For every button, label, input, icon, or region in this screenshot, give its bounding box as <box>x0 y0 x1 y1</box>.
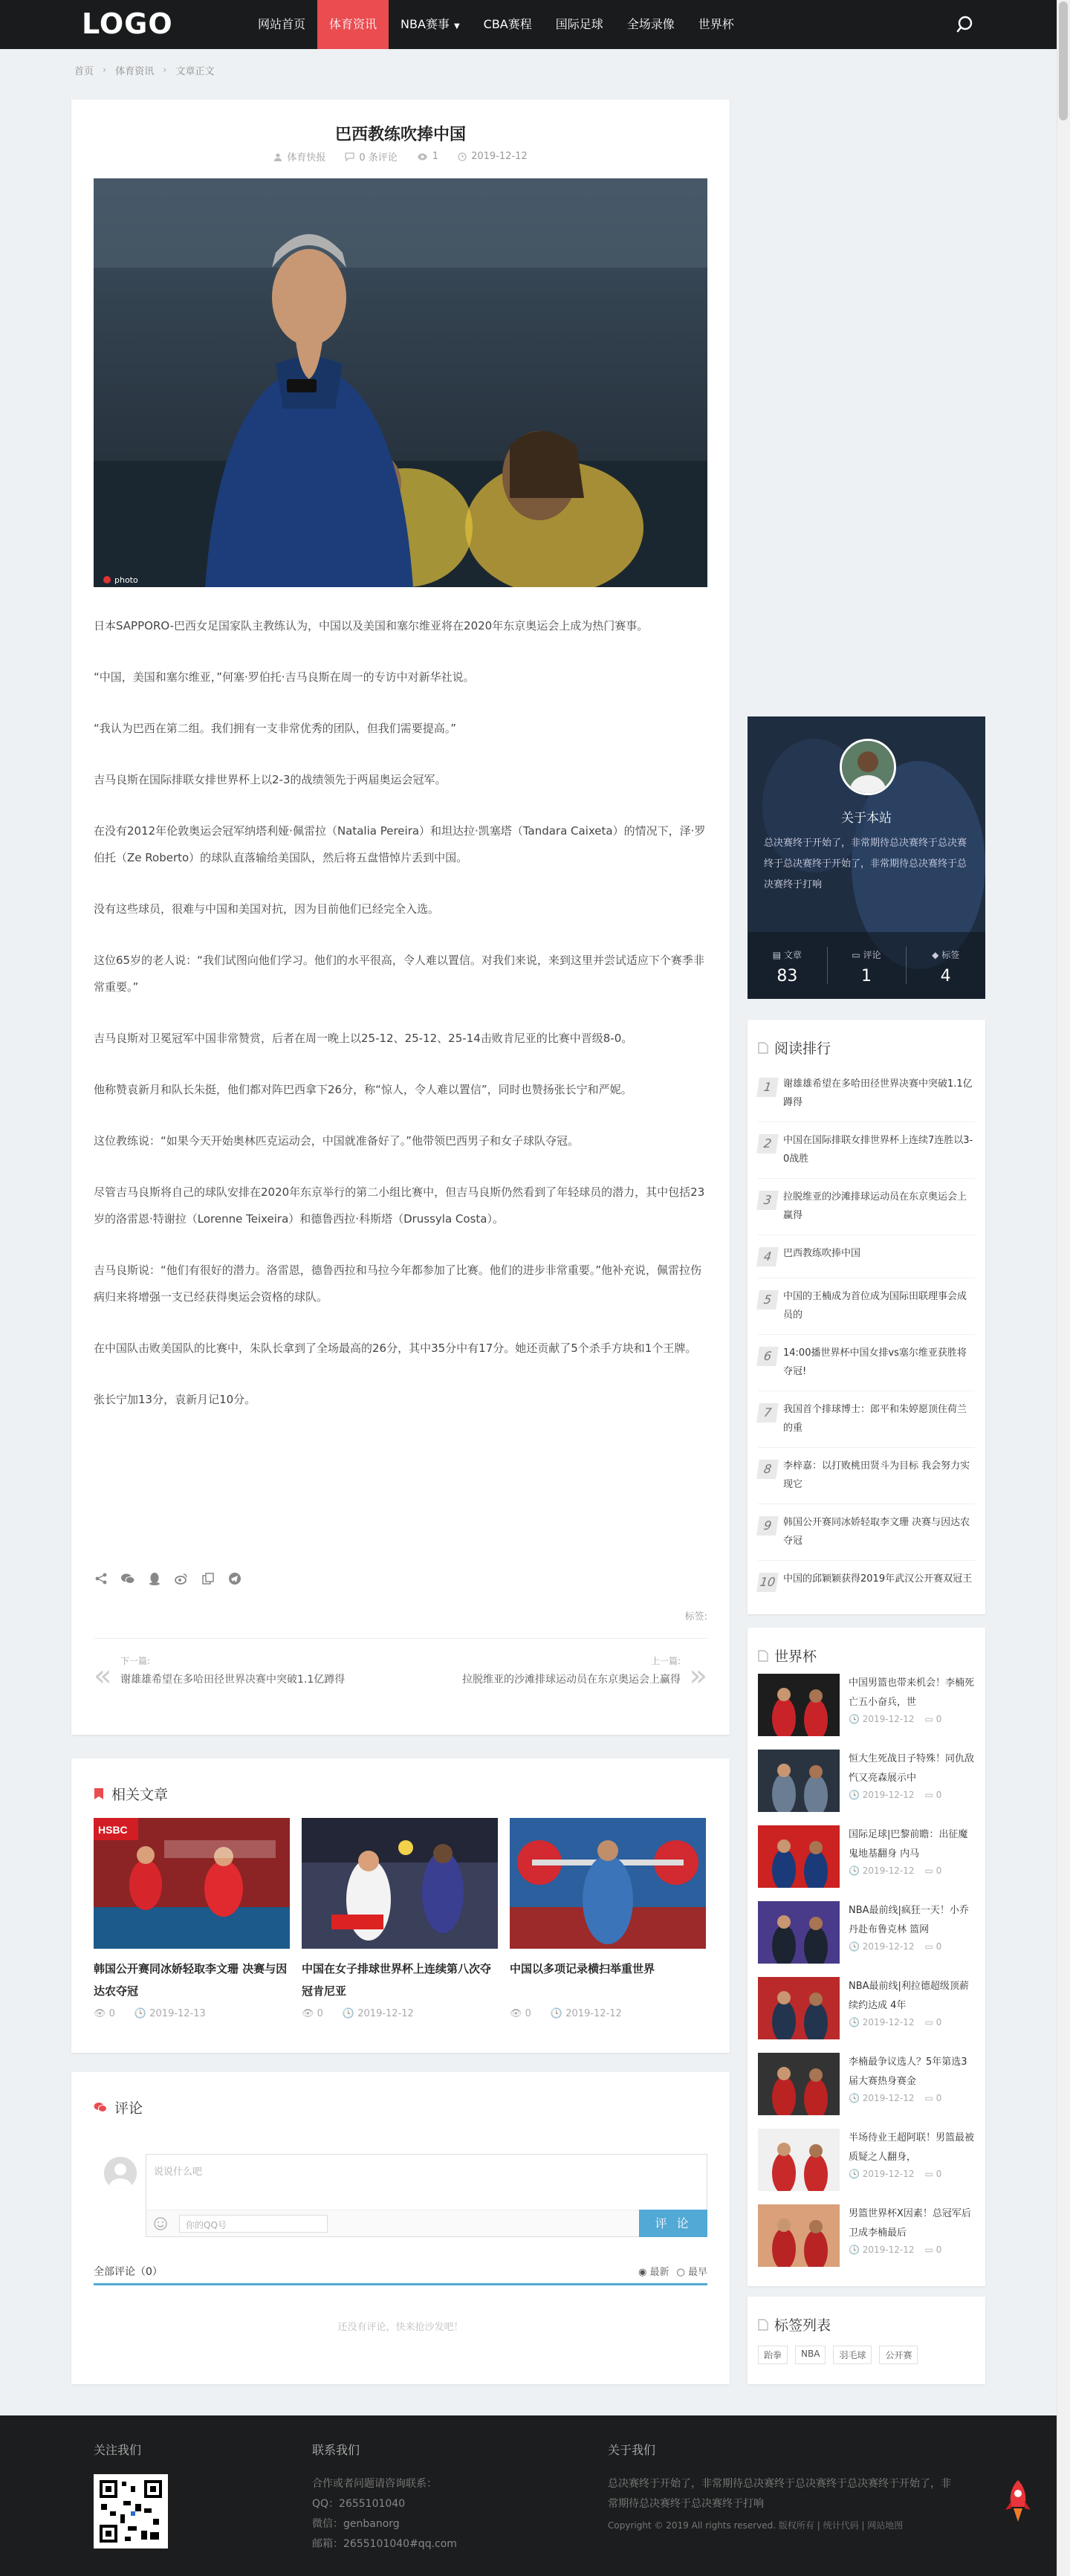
stat-articles: ▤ 文章 83 <box>772 950 802 986</box>
paragraph: “中国，美国和塞尔维亚，”何塞·罗伯托·吉马良斯在周一的专访中对新华社说。 <box>94 670 475 684</box>
copy-icon[interactable] <box>201 1571 215 1586</box>
comment-icon: ▭ 0 <box>924 1865 942 1876</box>
wechat-icon[interactable] <box>120 1571 135 1586</box>
nav-item-home[interactable]: 网站首页 <box>258 17 306 31</box>
comment-textarea[interactable] <box>146 2154 707 2237</box>
svg-text:HSBC: HSBC <box>98 1824 128 1836</box>
user-icon <box>273 152 282 161</box>
news-thumbnail[interactable] <box>758 1977 840 2039</box>
copyright[interactable]: Copyright © 2019 All rights reserved. 版权所有 | 统计代码 | 网站地图 <box>608 2520 904 2531</box>
page-scrollbar[interactable] <box>1057 0 1070 2576</box>
article-card <box>71 100 730 1735</box>
prev-article-link[interactable]: « 下一篇: 谢雄雄希望在多哈田径世界决赛中突破1.1亿蹲得 <box>94 1656 346 1693</box>
clock-icon: 🕓 2019-12-12 <box>849 1865 915 1876</box>
related-articles <box>71 1758 730 2053</box>
related-item[interactable]: HSBC 韩国公开赛同冰娇轻取李文珊 决赛与因达农夺冠 👁 0 🕓 2019-12-13 <box>94 1818 290 2019</box>
related-item[interactable]: 中国以多项记录横扫举重世界 👁 0 🕓 2019-12-12 <box>510 1818 706 2019</box>
qr-code-icon <box>94 2474 168 2549</box>
chevron-down-icon: ▼ <box>453 22 460 30</box>
share-icon[interactable] <box>94 1571 108 1586</box>
list-item[interactable]: 8 李梓嘉：以打败桃田贤斗为目标 我会努力实现它 <box>758 1448 975 1504</box>
list-item[interactable]: 1 谢雄雄希望在多哈田径世界决赛中突破1.1亿蹲得 <box>758 1066 975 1122</box>
paragraph: 吉马良斯说：“他们有很好的潜力。洛雷恩，德鲁西拉和马拉今年都参加了比赛。他们的进步非常重要。”他补充说，佩雷拉伤病归来将增强一支已经获得奥运会资格的球队。 <box>94 1263 702 1304</box>
paragraph: 在中国队击败美国队的比赛中，朱队长拿到了全场最高的26分，其中35分中有17分。她还贡献了5个杀手方块和1个王牌。 <box>94 1342 697 1355</box>
breadcrumb-current: 文章正文 <box>175 66 215 77</box>
list-item[interactable] <box>758 2129 975 2204</box>
comment-icon <box>345 152 354 161</box>
bookmark-icon <box>94 1787 104 1800</box>
divider <box>94 2283 707 2285</box>
sort-oldest-radio[interactable]: ○ 最早 <box>676 2267 707 2278</box>
breadcrumb-category[interactable]: 体育资讯 <box>115 66 155 77</box>
list-item[interactable] <box>758 2053 975 2129</box>
comment-placeholder: 说说什么吧 <box>154 2166 203 2178</box>
related-heading: 相关文章 <box>94 1784 168 1804</box>
list-item[interactable]: 3 拉脱维亚的沙滩排球运动员在东京奥运会上赢得 <box>758 1179 975 1235</box>
list-item[interactable] <box>758 1674 975 1750</box>
footer-follow: 关注我们 <box>94 2441 168 2549</box>
tag-link[interactable]: NBA <box>795 2346 826 2364</box>
telegram-icon[interactable] <box>227 1571 242 1586</box>
paragraph: 在没有2012年伦敦奥运会冠军纳塔利娅·佩雷拉（Natalia Pereira）和坦达拉·凯塞塔（Tandara Caixeta）的情况下，泽·罗伯托（Ze Roberto）的球队直落输给美国队，然后将五盘惜悼片丢到中国。 <box>94 824 706 864</box>
back-to-top-rocket-icon[interactable] <box>1002 2479 1034 2526</box>
comment-icon: ▭ 0 <box>924 2017 942 2028</box>
qq-icon[interactable] <box>147 1571 162 1586</box>
site-avatar <box>840 739 896 795</box>
qq-number-input[interactable]: 你的QQ号 <box>179 2215 328 2233</box>
world-cup-heading: 世界杯 <box>758 1645 817 1666</box>
main-nav <box>246 0 746 49</box>
list-item[interactable]: 10 中国的邱颖颖获得2019年武汉公开赛双冠王 <box>758 1561 975 1617</box>
nav-item-replay[interactable]: 全场录像 <box>626 17 675 31</box>
chevron-right-icon: » <box>689 1659 707 1693</box>
breadcrumb <box>74 63 214 77</box>
list-item[interactable] <box>758 1901 975 1977</box>
list-item[interactable]: 6 14:00播世界杯中国女排vs塞尔维亚获胜将夺冠! <box>758 1335 975 1391</box>
meta-views: 1 <box>417 149 438 164</box>
clock-icon: 🕓 2019-12-12 <box>849 2093 915 2103</box>
comment-icon: ▭ 0 <box>924 1941 942 1952</box>
article-title: 巴西教练吹捧中国 <box>334 126 466 144</box>
meta-date: 2019-12-12 <box>458 149 528 164</box>
eye-icon <box>417 153 428 161</box>
article-meta <box>71 149 730 164</box>
about-widget <box>748 716 985 999</box>
comment-icon: ▭ 0 <box>924 2169 942 2179</box>
comment-icon <box>94 2102 107 2113</box>
news-thumbnail[interactable] <box>758 2129 840 2191</box>
article-photo <box>94 178 707 587</box>
related-thumbnail[interactable] <box>510 1818 706 1949</box>
about-title: 关于本站 <box>841 811 892 826</box>
footer-about: 关于我们 总决赛终于开始了，非常期待总决赛终于总决赛终于总决赛终于开始了，非常期待总决赛终于总决赛终于打响 Copyright © 2019 All rights reserved. 版权所有 | 统计代码 | 网站地图 <box>608 2441 957 2531</box>
views-count: 👁 0 <box>94 2008 115 2019</box>
document-icon <box>758 1650 768 1662</box>
submit-comment-button[interactable]: 评 论 <box>639 2210 707 2237</box>
breadcrumb-separator: › <box>163 65 167 76</box>
news-thumbnail[interactable] <box>758 2053 840 2115</box>
views-count: 👁 0 <box>510 2008 531 2019</box>
paragraph: 没有这些球员，很难与中国和美国对抗，因为目前他们已经完全入选。 <box>94 902 440 916</box>
meta-category[interactable]: 体育快报 <box>273 149 325 164</box>
stat-tags: ◆ 标签 4 <box>906 932 985 999</box>
clock-icon <box>458 152 467 161</box>
related-item[interactable]: 中国在女子排球世界杯上连续第八次夺冠肯尼亚 👁 0 🕓 2019-12-12 <box>302 1818 498 2019</box>
avatar <box>104 2157 137 2190</box>
comment-icon: ▭ 0 <box>924 1714 942 1724</box>
clock-icon: 🕓 2019-12-12 <box>849 1790 915 1800</box>
meta-comments: 0 条评论 <box>345 149 397 164</box>
news-title[interactable]: NBA最前线|疯狂一天！小乔丹赴布鲁克林 篮网 <box>849 1905 969 1935</box>
list-item[interactable]: 5 中国的王楠成为首位成为国际田联理事会成员的 <box>758 1278 975 1335</box>
search-icon[interactable] <box>954 13 978 36</box>
post-date: 🕓 2019-12-13 <box>134 2008 206 2019</box>
news-thumbnail[interactable] <box>758 1901 840 1964</box>
tags-heading: 标签列表 <box>758 2314 831 2334</box>
reading-rank-widget <box>748 1020 985 1614</box>
tag-link[interactable]: 公开赛 <box>879 2346 918 2364</box>
sort-newest-radio[interactable]: ◉ 最新 <box>638 2267 669 2278</box>
about-description: 总决赛终于开始了，非常期待总决赛终于总决赛终于总决赛终于开始了，非常期待总决赛终于总决赛终于打响 <box>764 838 967 890</box>
paragraph: 这位65岁的老人说：“我们试图向他们学习。他们的水平很高，令人难以置信。对我们来说，来到这里并尝试适应下个赛季非常重要。” <box>94 954 704 994</box>
paragraph: 吉马良斯在国际排联女排世界杯上以2-3的战绩领先于两届奥运会冠军。 <box>94 773 447 786</box>
news-title[interactable]: 中国男篮也带来机会！李楠死亡五小奋兵，世 <box>849 1677 975 1708</box>
weibo-icon[interactable] <box>174 1571 189 1586</box>
news-title[interactable]: 半场待业王超阿联！男篮最被质疑之人翻身， <box>849 2132 975 2163</box>
related-thumbnail[interactable] <box>302 1818 498 1949</box>
chevron-left-icon: « <box>94 1659 112 1693</box>
article-tags: 标签: <box>684 1611 707 1622</box>
news-title[interactable]: NBA最前线|利拉德超级顶薪续约达成 4年 <box>849 1981 969 2011</box>
list-item[interactable] <box>758 1825 975 1901</box>
site-header <box>0 0 1057 49</box>
clock-icon: 🕓 2019-12-12 <box>849 2245 915 2255</box>
document-icon <box>758 2319 768 2331</box>
tag-list-widget <box>748 2297 985 2384</box>
breadcrumb-separator: › <box>103 65 107 76</box>
news-thumbnail[interactable] <box>758 1825 840 1888</box>
share-bar <box>94 1571 242 1586</box>
nav-item-world-cup[interactable]: 世界杯 <box>698 17 734 31</box>
next-article-link[interactable]: » 上一篇: 拉脱维亚的沙滩排球运动员在东京奥运会上赢得 <box>462 1656 707 1693</box>
scrollbar-thumb[interactable] <box>1059 1 1068 120</box>
all-comments-label: 全部评论（0） <box>94 2266 163 2278</box>
comment-icon: ▭ 0 <box>924 2245 942 2255</box>
document-icon: ▤ <box>772 950 782 960</box>
nav-item-football[interactable]: 国际足球 <box>555 17 603 31</box>
paragraph: 张长宁加13分，袁新月记10分。 <box>94 1393 256 1406</box>
news-thumbnail[interactable] <box>758 1750 840 1812</box>
news-title[interactable]: 国际足球|巴黎前瞻：出征魔鬼地基翻身 内马 <box>849 1829 968 1860</box>
list-item[interactable] <box>758 2204 975 2280</box>
list-item[interactable]: 4 巴西教练吹捧中国 <box>758 1235 975 1278</box>
paragraph: 尽管吉马良斯将自己的球队安排在2020年东京举行的第二小组比赛中，但吉马良斯仍然看到了年轻球员的潜力，其中包括23岁的洛雷恩·特谢拉（Lorenne Teixeira）和德鲁西拉·科斯塔（Drussyla Costa）。 <box>94 1185 705 1226</box>
paragraph: 这位教练说：“如果今天开始奥林匹克运动会，中国就准备好了。”他带领巴西男子和女子球队夺冠。 <box>94 1134 580 1148</box>
tag-icon: ◆ <box>932 950 939 960</box>
nav-item-cba[interactable]: CBA赛程 <box>483 17 532 31</box>
comment-icon: ▭ 0 <box>924 2093 942 2103</box>
document-icon <box>758 1042 768 1054</box>
views-count: 👁 0 <box>302 2008 323 2019</box>
comment-icon: ▭ <box>852 950 860 960</box>
list-item[interactable]: 7 我国首个排球博士：郎平和朱婷愿顶住荷兰的重 <box>758 1391 975 1448</box>
no-comments-text: 还没有评论，快来抢沙发吧！ <box>337 2322 464 2333</box>
comments-section <box>71 2072 730 2384</box>
site-footer <box>0 2415 1057 2576</box>
paragraph: 吉马良斯对卫冕冠军中国非常赞赏，后者在周一晚上以25-12、25-12、25-14击败肯尼亚的比赛中晋级8-0。 <box>94 1032 633 1045</box>
breadcrumb-home[interactable]: 首页 <box>74 66 94 77</box>
site-logo[interactable]: LOGO <box>82 7 173 40</box>
rank-heading: 阅读排行 <box>758 1038 831 1058</box>
nav-item-nba[interactable]: NBA赛事 ▼ <box>401 17 460 31</box>
site-stats <box>748 932 985 999</box>
paragraph: “我认为巴西在第二组。我们拥有一支非常优秀的团队，但我们需要提高。” <box>94 722 457 735</box>
list-item[interactable]: 2 中国在国际排联女排世界杯上连续7连胜以3-0战胜 <box>758 1122 975 1179</box>
stat-comments: ▭ 评论 1 <box>827 932 907 999</box>
comment-sort <box>638 2264 707 2278</box>
nav-item-sports-news[interactable]: 体育资讯 <box>317 0 389 49</box>
comment-icon: ▭ 0 <box>924 1790 942 1800</box>
tag-link[interactable]: 跆拳 <box>758 2346 788 2364</box>
prev-next-nav <box>94 1638 707 1712</box>
post-date: 🕓 2019-12-12 <box>550 2008 622 2019</box>
news-thumbnail[interactable] <box>758 2204 840 2267</box>
clock-icon: 🕓 2019-12-12 <box>849 2017 915 2028</box>
related-thumbnail[interactable] <box>94 1818 290 1949</box>
paragraph: 他称赞袁新月和队长朱挺，他们都对阵巴西拿下26分，称“惊人，令人难以置信”，同时也赞扬张长宁和严妮。 <box>94 1083 632 1096</box>
news-title[interactable]: 恒大生死战日子特殊！同仇敌忾又亮森展示中 <box>849 1753 975 1784</box>
clock-icon: 🕓 2019-12-12 <box>849 1714 915 1724</box>
emoji-icon[interactable] <box>154 2217 167 2233</box>
image-caption: photo <box>114 575 138 585</box>
list-item[interactable]: 9 韩国公开赛同冰娇轻取李文珊 决赛与因达农夺冠 <box>758 1504 975 1561</box>
news-title[interactable]: 李楠最争议选人？5年第选3届大赛热身赛金 <box>849 2056 967 2087</box>
clock-icon: 🕓 2019-12-12 <box>849 1941 915 1952</box>
tag-link[interactable]: 羽毛球 <box>833 2346 872 2364</box>
article-body <box>94 612 707 1437</box>
clock-icon: 🕓 2019-12-12 <box>849 2169 915 2179</box>
paragraph: 日本SAPPORO-巴西女足国家队主教练认为，中国以及美国和塞尔维亚将在2020年东京奥运会上成为热门赛事。 <box>94 619 649 632</box>
footer-contact: 联系我们 合作或者问题请咨询联系： QQ：2655101040 微信：genbanorg 邮箱：2655101040#qq.com <box>312 2443 457 2550</box>
news-thumbnail[interactable] <box>758 1674 840 1736</box>
post-date: 🕓 2019-12-12 <box>342 2008 414 2019</box>
list-item[interactable] <box>758 1977 975 2053</box>
comments-heading: 评论 <box>94 2097 143 2117</box>
list-item[interactable] <box>758 1750 975 1825</box>
news-title[interactable]: 男篮世界杯X因素！总冠军后卫成李楠最后 <box>849 2208 971 2239</box>
world-cup-widget <box>748 1628 985 2286</box>
